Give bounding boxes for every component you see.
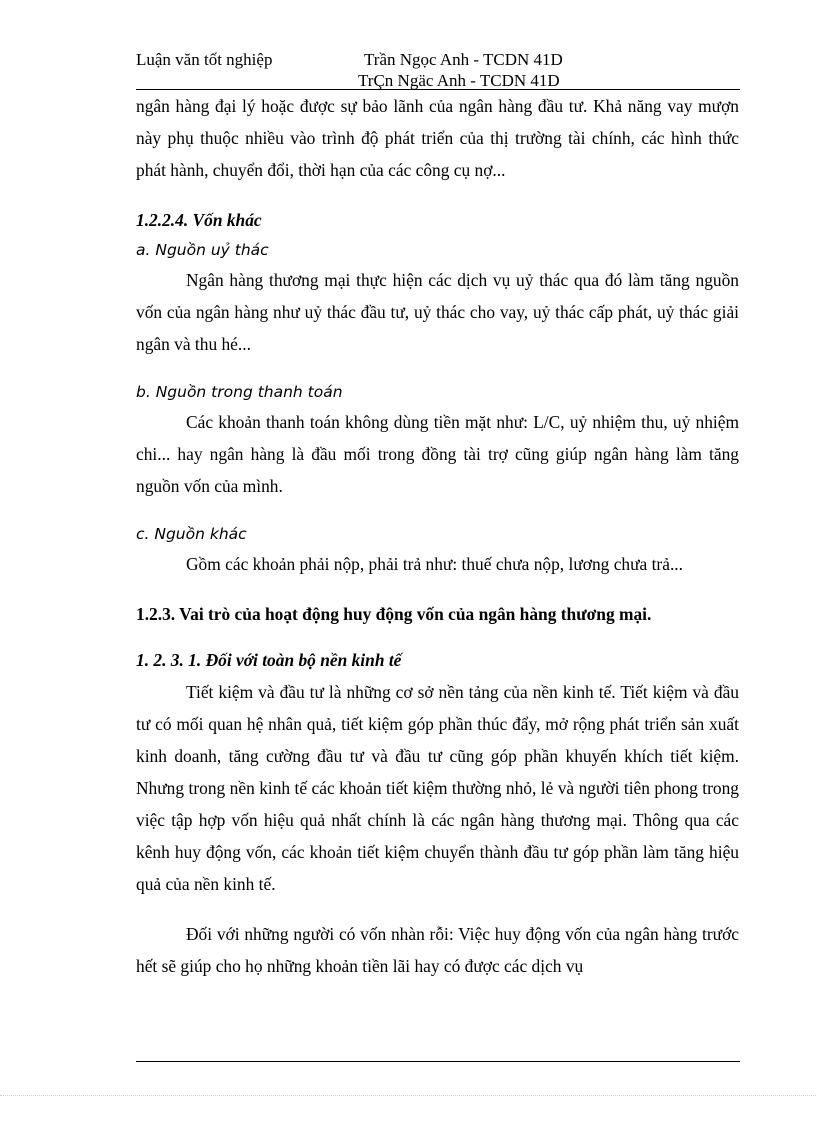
paragraph-a: Ngân hàng thương mại thực hiện các dịch vụ uỷ thác qua đó làm tăng nguồn vốn của ngân hàng như uỷ thác đầu tư, uỷ thác cho vay, uỷ thác cấp phát, uỷ thác giải ngân và thu hé...	[136, 270, 739, 354]
subheading-a: a. Nguồn uỷ thác	[136, 241, 269, 259]
paragraph-continued: ngân hàng đại lý hoặc được sự bảo lãnh của ngân hàng đầu tư. Khả năng vay mượn này phụ thuộc nhiều vào trình độ phát triển của thị trường tài chính, các hình thức phát hành, chuyển đổi, thời hạn của các công cụ nợ...	[136, 96, 739, 180]
subheading-b: b. Nguồn trong thanh toán	[136, 383, 343, 401]
paragraph-c: Gồm các khoản phải nộp, phải trả như: thuế chưa nộp, lương chưa trả...	[186, 554, 683, 574]
paragraph-last: Đối với những người có vốn nhàn rỗi: Việc huy động vốn của ngân hàng trước hết sẽ giúp cho họ những khoản tiền lãi hay có được các dịch vụ	[136, 924, 739, 976]
page-break-marker	[0, 1095, 816, 1096]
heading-1-2-2-4: 1.2.2.4. Vốn khác	[136, 210, 262, 230]
document-body	[136, 90, 739, 982]
paragraph-b: Các khoản thanh toán không dùng tiền mặt như: L/C, uỷ nhiệm thu, uỷ nhiệm chi... hay ngân hàng là đầu mối trong đồng tài trợ cũng giúp ngân hàng làm tăng nguồn vốn của mình.	[136, 412, 739, 496]
header-thesis-label: Luận văn tốt nghiệp	[136, 50, 273, 69]
footer-divider	[136, 1061, 740, 1062]
header-author: Trần Ngọc Anh - TCDN 41D	[364, 50, 563, 69]
heading-1-2-3: 1.2.3. Vai trò của hoạt động huy động vốn của ngân hàng thương mại.	[136, 604, 652, 624]
header-author-garbled: TrÇn Ngäc Anh - TCDN 41D	[358, 71, 560, 90]
heading-1-2-3-1: 1. 2. 3. 1. Đối với toàn bộ nền kinh tế	[136, 650, 402, 670]
paragraph-1-2-3-1: Tiết kiệm và đầu tư là những cơ sở nền tảng của nền kinh tế. Tiết kiệm và đầu tư có mối quan hệ nhân quả, tiết kiệm góp phần thúc đẩy, mở rộng phát triển sản xuất kinh doanh, tăng cường đầu tư và đầu tư cũng góp phần khuyến khích tiết kiệm. Nhưng trong nền kinh tế các khoản tiết kiệm thường nhỏ, lẻ và người tiên phong trong việc tập hợp vốn hiệu quả nhất chính là các ngân hàng thương mại. Thông qua các kênh huy động vốn, các khoản tiết kiệm chuyển thành đầu tư góp phần làm tăng hiệu quả của nền kinh tế.	[136, 682, 739, 894]
subheading-c: c. Nguồn khác	[136, 525, 247, 543]
